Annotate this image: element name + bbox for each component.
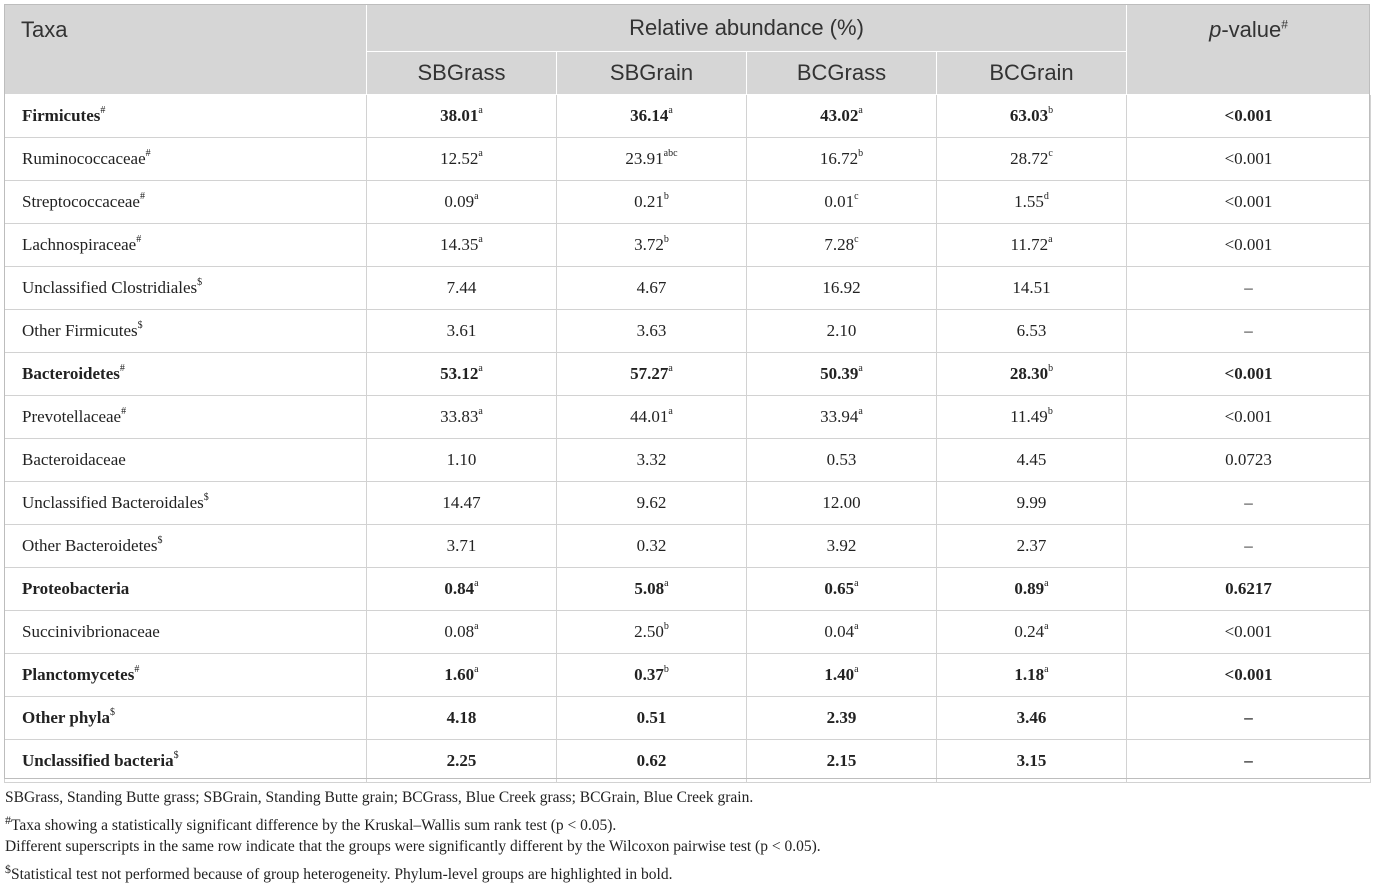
- taxon-cell: [5, 181, 367, 224]
- abundance-value: 0.09: [444, 192, 475, 211]
- taxon-name: Other phyla: [22, 708, 111, 727]
- table-row: [5, 396, 1371, 439]
- taxon-cell: [5, 697, 367, 740]
- abundance-value: 14.51: [1012, 278, 1051, 297]
- abundance-value: 0.24: [1014, 622, 1045, 641]
- abundance-value: 11.49: [1010, 407, 1048, 426]
- abundance-cell: [747, 525, 937, 568]
- significance-letter: c: [854, 191, 859, 203]
- significance-letter: b: [858, 148, 864, 160]
- footnote-dollar-text: Statistical test not performed because of group heterogeneity. Phylum-level groups are highlighted in bold.: [11, 866, 673, 884]
- significance-letter: a: [474, 578, 479, 590]
- significance-letter: a: [478, 406, 483, 418]
- abundance-cell: [557, 310, 747, 353]
- taxon-cell: [5, 740, 367, 783]
- significance-letter: a: [854, 621, 859, 633]
- p-value-cell: <0.001: [1127, 654, 1371, 697]
- taxon-mark: $: [157, 535, 163, 547]
- abundance-value: 0.65: [824, 579, 855, 598]
- p-value-cell: <0.001: [1127, 396, 1371, 439]
- abundance-value: 0.04: [824, 622, 855, 641]
- significance-letter: c: [1048, 148, 1053, 160]
- taxon-mark: $: [173, 750, 179, 762]
- taxon-cell: [5, 353, 367, 396]
- abundance-cell: [367, 310, 557, 353]
- abundance-value: 1.40: [824, 665, 855, 684]
- p-value-cell: <0.001: [1127, 95, 1371, 138]
- significance-letter: a: [668, 406, 673, 418]
- abundance-value: 0.37: [634, 665, 664, 684]
- significance-letter: d: [1043, 191, 1049, 203]
- abundance-value: 12.00: [822, 493, 861, 512]
- significance-letter: b: [1047, 406, 1053, 418]
- taxon-name: Unclassified bacteria: [22, 751, 174, 770]
- abundance-cell: [367, 525, 557, 568]
- significance-letter: a: [478, 105, 483, 117]
- taxon-name: Planctomycetes: [22, 665, 135, 684]
- abundance-cell: [367, 697, 557, 740]
- abundance-cell: [937, 267, 1127, 310]
- significance-letter: a: [1048, 234, 1053, 246]
- footnote-superscripts: Different superscripts in the same row indicate that the groups were significantly different by the Wilcoxon pairwise test (p < 0.05).: [5, 838, 821, 855]
- taxon-name: Ruminococcaceae: [22, 149, 146, 168]
- header-taxa: Taxa: [5, 5, 367, 95]
- taxon-name: Firmicutes: [22, 106, 101, 125]
- abundance-cell: [367, 740, 557, 783]
- abundance-value: 3.46: [1016, 708, 1047, 727]
- taxon-cell: [5, 267, 367, 310]
- abundance-value: 6.53: [1016, 321, 1047, 340]
- significance-letter: b: [663, 191, 669, 203]
- significance-letter: b: [1048, 105, 1054, 117]
- abundance-cell: [557, 353, 747, 396]
- header-relative-abundance: Relative abundance (%): [367, 5, 1127, 52]
- abundance-value: 36.14: [630, 106, 669, 125]
- footnote-hash-text: Taxa showing a statistically significant difference by the Kruskal–Wallis sum rank test (p < 0.05).: [11, 817, 617, 835]
- p-value-cell: –: [1127, 310, 1371, 353]
- significance-letter: a: [854, 578, 859, 590]
- abundance-cell: [937, 611, 1127, 654]
- abundance-value: 33.83: [440, 407, 479, 426]
- significance-letter: abc: [663, 148, 678, 160]
- taxon-mark: $: [110, 707, 116, 719]
- significance-letter: c: [854, 234, 859, 246]
- abundance-value: 1.55: [1014, 192, 1044, 211]
- abundance-cell: [367, 611, 557, 654]
- abundance-cell: [557, 396, 747, 439]
- abundance-value: 12.52: [440, 149, 479, 168]
- abundance-value: 44.01: [630, 407, 669, 426]
- taxon-name: Lachnospiraceae: [22, 235, 137, 254]
- abundance-cell: [747, 138, 937, 181]
- abundance-cell: [937, 568, 1127, 611]
- abundance-value: 0.62: [636, 751, 667, 770]
- table-row: [5, 224, 1371, 267]
- abundance-value: 4.45: [1016, 450, 1047, 469]
- significance-letter: b: [663, 621, 669, 633]
- p-value-cell: <0.001: [1127, 224, 1371, 267]
- abundance-value: 3.15: [1016, 751, 1047, 770]
- taxon-mark: #: [134, 664, 140, 676]
- footnote-dollar-mark: $: [5, 862, 11, 876]
- abundance-value: 3.71: [446, 536, 477, 555]
- abundance-cell: [557, 568, 747, 611]
- abundance-cell: [747, 267, 937, 310]
- p-value-cell: 0.6217: [1127, 568, 1371, 611]
- taxon-cell: [5, 568, 367, 611]
- abundance-cell: [747, 740, 937, 783]
- abundance-cell: [937, 482, 1127, 525]
- footnote-dollar: [5, 862, 672, 884]
- taxon-name: Proteobacteria: [22, 579, 130, 598]
- p-value-cell: 0.0723: [1127, 439, 1371, 482]
- abundance-value: 2.50: [634, 622, 664, 641]
- abundance-cell: [557, 267, 747, 310]
- taxon-mark: $: [137, 320, 143, 332]
- taxon-cell: [5, 310, 367, 353]
- abundance-cell: [557, 654, 747, 697]
- taxon-mark: #: [121, 406, 127, 418]
- abundance-value: 1.10: [446, 450, 477, 469]
- abundance-cell: [937, 740, 1127, 783]
- table-row: [5, 439, 1371, 482]
- abundance-value: 33.94: [820, 407, 859, 426]
- table-row: [5, 181, 1371, 224]
- abundance-cell: [937, 181, 1127, 224]
- p-value-cell: <0.001: [1127, 611, 1371, 654]
- footnote-hash: [5, 813, 616, 835]
- table-row: [5, 525, 1371, 568]
- abundance-value: 7.44: [446, 278, 477, 297]
- table-row: [5, 353, 1371, 396]
- p-value-cell: –: [1127, 697, 1371, 740]
- header-group: SBGrass: [367, 52, 557, 95]
- significance-letter: a: [858, 363, 863, 375]
- abundance-cell: [937, 525, 1127, 568]
- abundance-value: 0.53: [826, 450, 857, 469]
- p-value-cell: –: [1127, 482, 1371, 525]
- abundance-cell: [557, 482, 747, 525]
- taxon-cell: [5, 611, 367, 654]
- taxon-name: Unclassified Bacteroidales: [22, 493, 204, 512]
- abundance-value: 9.99: [1016, 493, 1047, 512]
- abundance-value: 0.32: [636, 536, 667, 555]
- abundance-value: 2.10: [826, 321, 857, 340]
- abundance-value: 38.01: [440, 106, 479, 125]
- header-group: BCGrass: [747, 52, 937, 95]
- abundance-cell: [367, 654, 557, 697]
- abundance-value: 43.02: [820, 106, 859, 125]
- abundance-cell: [937, 353, 1127, 396]
- abundance-cell: [367, 439, 557, 482]
- abundance-cell: [937, 697, 1127, 740]
- table-row: [5, 310, 1371, 353]
- taxon-cell: [5, 95, 367, 138]
- significance-letter: a: [854, 664, 859, 676]
- abundance-value: 0.08: [444, 622, 475, 641]
- abundance-cell: [367, 138, 557, 181]
- abundance-cell: [747, 95, 937, 138]
- abundance-value: 0.01: [824, 192, 855, 211]
- taxon-cell: [5, 654, 367, 697]
- abundance-value: 1.18: [1014, 665, 1045, 684]
- abundance-value: 3.61: [446, 321, 477, 340]
- abundance-value: 63.03: [1009, 106, 1049, 125]
- taxon-mark: #: [100, 105, 106, 117]
- table-row: [5, 740, 1371, 783]
- abundance-cell: [747, 439, 937, 482]
- table-row: [5, 697, 1371, 740]
- significance-letter: a: [474, 664, 479, 676]
- abundance-cell: [747, 568, 937, 611]
- taxon-name: Unclassified Clostridiales: [22, 278, 198, 297]
- abundance-cell: [937, 439, 1127, 482]
- table-body: [5, 95, 1371, 783]
- significance-letter: a: [1044, 621, 1049, 633]
- abundance-value: 28.30: [1009, 364, 1049, 383]
- abundance-cell: [747, 181, 937, 224]
- table-row: [5, 95, 1371, 138]
- abundance-cell: [557, 740, 747, 783]
- abundance-value: 0.89: [1014, 579, 1045, 598]
- taxon-cell: [5, 224, 367, 267]
- taxon-mark: #: [119, 363, 125, 375]
- abundance-cell: [557, 697, 747, 740]
- abundance-value: 53.12: [440, 364, 479, 383]
- abundance-value: 14.47: [442, 493, 481, 512]
- abundance-cell: [367, 568, 557, 611]
- taxon-name: Succinivibrionaceae: [22, 622, 160, 641]
- abundance-value: 5.08: [634, 579, 665, 598]
- table-container: [4, 4, 1370, 783]
- abundance-value: 50.39: [820, 364, 859, 383]
- abundance-cell: [367, 224, 557, 267]
- abundance-value: 3.72: [634, 235, 664, 254]
- taxon-mark: $: [203, 492, 209, 504]
- header-group: SBGrain: [557, 52, 747, 95]
- abundance-cell: [367, 482, 557, 525]
- significance-letter: a: [474, 621, 479, 633]
- taxon-cell: [5, 482, 367, 525]
- abundance-value: 3.63: [636, 321, 667, 340]
- taxon-cell: [5, 396, 367, 439]
- abundance-cell: [937, 95, 1127, 138]
- taxon-name: Other Bacteroidetes: [22, 536, 158, 555]
- abundance-value: 1.60: [444, 665, 475, 684]
- significance-letter: a: [858, 105, 863, 117]
- footnote-abbreviations: SBGrass, Standing Butte grass; SBGrain, Standing Butte grain; BCGrass, Blue Creek grass; BCGrain, Blue Creek grain.: [5, 789, 754, 806]
- significance-letter: a: [668, 105, 673, 117]
- taxon-mark: $: [197, 277, 203, 289]
- header-p-sup: #: [1281, 17, 1288, 32]
- table-row: [5, 138, 1371, 181]
- abundance-cell: [367, 353, 557, 396]
- abundance-value: 16.72: [819, 149, 859, 168]
- abundance-cell: [557, 611, 747, 654]
- taxon-name: Bacteroidetes: [22, 364, 120, 383]
- taxon-mark: #: [145, 148, 151, 160]
- abundance-value: 2.15: [826, 751, 857, 770]
- p-value-cell: <0.001: [1127, 138, 1371, 181]
- abundance-value: 9.62: [636, 493, 667, 512]
- abundance-cell: [367, 267, 557, 310]
- header-p-italic: p: [1209, 17, 1222, 42]
- table-row: [5, 267, 1371, 310]
- taxon-name: Other Firmicutes: [22, 321, 138, 340]
- abundance-value: 3.92: [826, 536, 857, 555]
- significance-letter: a: [664, 578, 669, 590]
- table-row: [5, 654, 1371, 697]
- taxon-cell: [5, 138, 367, 181]
- taxon-name: Prevotellaceae: [22, 407, 122, 426]
- abundance-value: 57.27: [630, 364, 669, 383]
- significance-letter: b: [663, 234, 669, 246]
- abundance-cell: [937, 224, 1127, 267]
- taxon-cell: [5, 525, 367, 568]
- taxon-cell: [5, 439, 367, 482]
- abundance-cell: [937, 654, 1127, 697]
- header-p-value: [1127, 5, 1371, 95]
- abundance-cell: [557, 181, 747, 224]
- significance-letter: a: [478, 148, 483, 160]
- significance-letter: a: [858, 406, 863, 418]
- taxon-name: Streptococcaceae: [22, 192, 140, 211]
- abundance-cell: [937, 310, 1127, 353]
- abundance-value: 0.84: [444, 579, 475, 598]
- abundance-cell: [557, 95, 747, 138]
- abundance-cell: [557, 224, 747, 267]
- table-row: [5, 611, 1371, 654]
- significance-letter: a: [1044, 664, 1049, 676]
- abundance-value: 2.25: [446, 751, 477, 770]
- abundance-cell: [367, 181, 557, 224]
- abundance-cell: [367, 396, 557, 439]
- abundance-value: 0.21: [634, 192, 664, 211]
- abundance-value: 14.35: [440, 235, 479, 254]
- abundance-cell: [937, 138, 1127, 181]
- footnote-hash-mark: #: [5, 813, 11, 827]
- significance-letter: a: [1044, 578, 1049, 590]
- p-value-cell: <0.001: [1127, 353, 1371, 396]
- abundance-cell: [747, 353, 937, 396]
- p-value-cell: –: [1127, 267, 1371, 310]
- abundance-cell: [747, 310, 937, 353]
- taxon-mark: #: [136, 234, 142, 246]
- table-row: [5, 568, 1371, 611]
- header-p-rest: -value: [1221, 17, 1282, 42]
- abundance-cell: [557, 439, 747, 482]
- abundance-cell: [937, 396, 1127, 439]
- p-value-cell: –: [1127, 525, 1371, 568]
- abundance-value: 2.37: [1016, 536, 1047, 555]
- abundance-cell: [747, 697, 937, 740]
- abundance-value: 23.91: [625, 149, 664, 168]
- significance-letter: a: [668, 363, 673, 375]
- abundance-value: 16.92: [822, 278, 861, 297]
- header-group: BCGrain: [937, 52, 1127, 95]
- abundance-cell: [747, 482, 937, 525]
- abundance-value: 0.51: [636, 708, 667, 727]
- significance-letter: b: [663, 664, 669, 676]
- significance-letter: a: [474, 191, 479, 203]
- significance-letter: a: [478, 234, 483, 246]
- abundance-cell: [747, 654, 937, 697]
- abundance-cell: [747, 611, 937, 654]
- abundance-value: 7.28: [824, 235, 855, 254]
- taxon-name: Bacteroidaceae: [22, 450, 126, 469]
- abundance-cell: [747, 224, 937, 267]
- taxon-mark: #: [139, 191, 145, 203]
- table-row: [5, 482, 1371, 525]
- abundance-value: 2.39: [826, 708, 857, 727]
- abundance-cell: [557, 138, 747, 181]
- abundance-value: 4.18: [446, 708, 477, 727]
- abundance-cell: [557, 525, 747, 568]
- abundance-value: 4.67: [636, 278, 667, 297]
- abundance-value: 3.32: [636, 450, 667, 469]
- abundance-cell: [367, 95, 557, 138]
- significance-letter: a: [478, 363, 483, 375]
- significance-letter: b: [1048, 363, 1054, 375]
- p-value-cell: –: [1127, 740, 1371, 783]
- abundance-table: [4, 4, 1371, 783]
- abundance-value: 28.72: [1010, 149, 1049, 168]
- abundance-cell: [747, 396, 937, 439]
- abundance-value: 11.72: [1010, 235, 1049, 254]
- p-value-cell: <0.001: [1127, 181, 1371, 224]
